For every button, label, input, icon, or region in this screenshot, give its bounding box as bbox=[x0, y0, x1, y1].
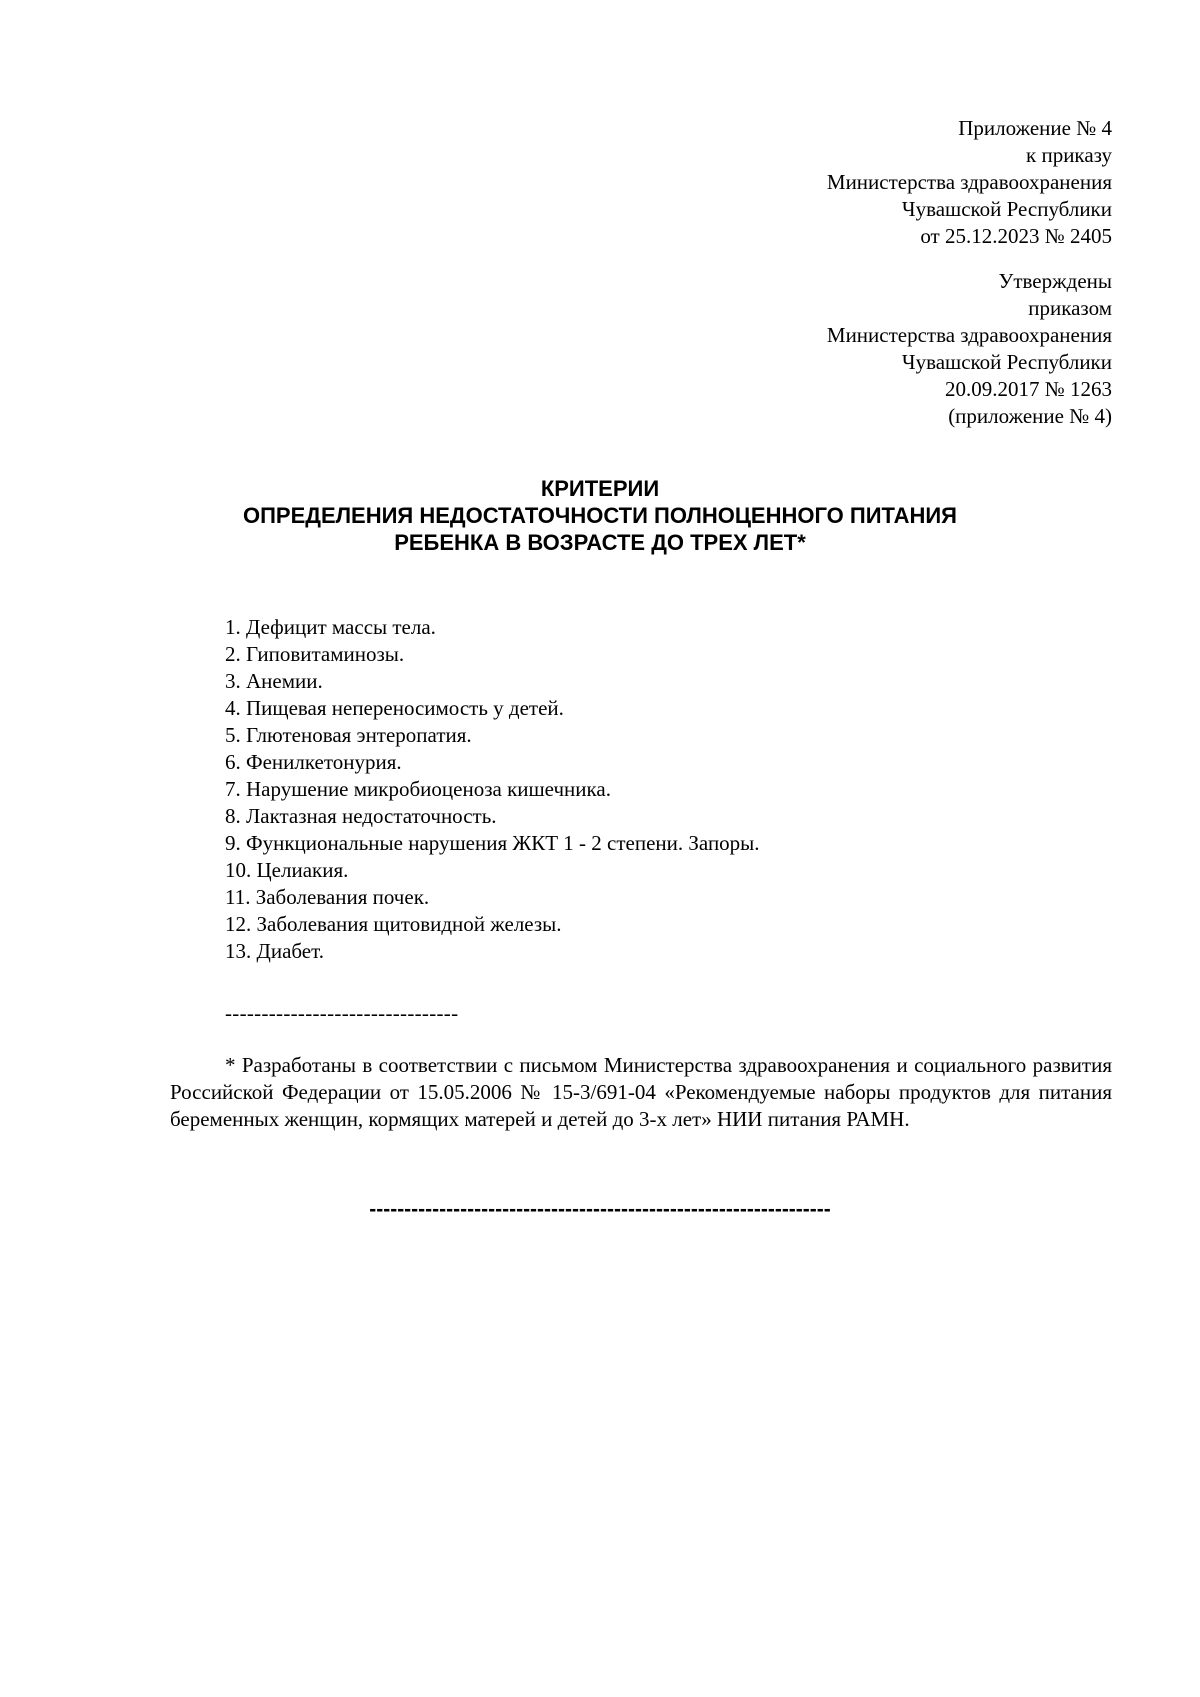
list-item: 2. Гиповитаминозы. bbox=[225, 642, 405, 666]
criteria-list bbox=[225, 614, 760, 965]
approval-header bbox=[827, 268, 1112, 430]
approval-header-line: 20.09.2017 № 1263 bbox=[944, 377, 1112, 401]
appendix-header-line: Приложение № 4 bbox=[958, 116, 1112, 140]
approval-header-line: Чувашской Республики bbox=[901, 350, 1112, 374]
list-item: 11. Заболевания почек. bbox=[225, 885, 430, 909]
list-item: 10. Целиакия. bbox=[225, 858, 349, 882]
footnote-separator: -------------------------------- bbox=[225, 1001, 459, 1025]
appendix-header-line: Чувашской Республики bbox=[901, 197, 1112, 221]
document-title-line: ОПРЕДЕЛЕНИЯ НЕДОСТАТОЧНОСТИ ПОЛНОЦЕННОГО ПИТАНИЯ bbox=[243, 503, 957, 528]
list-item: 5. Глютеновая энтеропатия. bbox=[225, 723, 472, 747]
end-separator: ------------------------------------------------------------------ bbox=[369, 1199, 831, 1221]
list-item: 12. Заболевания щитовидной железы. bbox=[225, 912, 562, 936]
approval-header-line: Министерства здравоохранения bbox=[826, 323, 1112, 347]
document-title-line: РЕБЕНКА В ВОЗРАСТЕ ДО ТРЕХ ЛЕТ* bbox=[394, 530, 806, 555]
list-item: 4. Пищевая непереносимость у детей. bbox=[225, 696, 564, 720]
appendix-header bbox=[827, 115, 1112, 250]
document-title bbox=[0, 475, 1200, 556]
footnote-text: * Разработаны в соответствии с письмом Министерства здравоохранения и социального развития Российской Федерации от 15.05.2006 № 15-3/691-04 «Рекомендуемые наборы продуктов для питания беременных женщин, кормящих матерей и детей до 3-х лет» НИИ питания РАМН. bbox=[170, 1053, 1112, 1131]
list-item: 7. Нарушение микробиоценоза кишечника. bbox=[225, 777, 611, 801]
appendix-header-line: от 25.12.2023 № 2405 bbox=[920, 224, 1112, 248]
list-item: 9. Функциональные нарушения ЖКТ 1 - 2 степени. Запоры. bbox=[225, 831, 760, 855]
list-item: 1. Дефицит массы тела. bbox=[225, 615, 436, 639]
list-item: 13. Диабет. bbox=[225, 939, 324, 963]
list-item: 8. Лактазная недостаточность. bbox=[225, 804, 497, 828]
appendix-header-line: Министерства здравоохранения bbox=[826, 170, 1112, 194]
appendix-header-line: к приказу bbox=[1026, 143, 1112, 167]
list-item: 6. Фенилкетонурия. bbox=[225, 750, 402, 774]
approval-header-line: Утверждены bbox=[998, 269, 1112, 293]
approval-header-line: (приложение № 4) bbox=[948, 404, 1112, 428]
document-title-line: КРИТЕРИИ bbox=[540, 476, 660, 501]
approval-header-line: приказом bbox=[1028, 296, 1112, 320]
list-item: 3. Анемии. bbox=[225, 669, 323, 693]
